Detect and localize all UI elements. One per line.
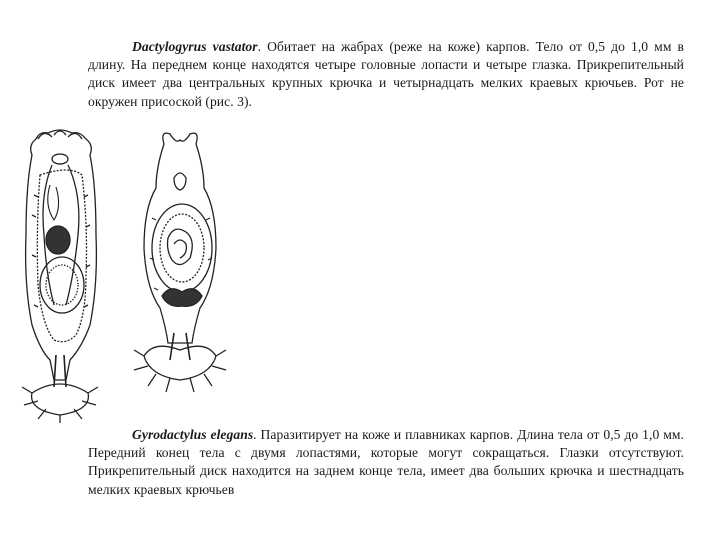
paragraph-gyrodactylus [88, 426, 684, 499]
paragraph-gyrodactylus-text: . Паразитирует на коже и плавниках карпов. Длина тела от 0,5 до 1,0 мм. Передний конец тела с двумя лопастями, которые могут сокращаться. Глазки отсутствуют. Прикрепительный диск находится на заднем конце тела, имеет два больших крючка и шестнадцать мелких краевых крючьев [88, 427, 684, 497]
paragraph-dactylogyrus [88, 38, 684, 111]
species-name-gyrodactylus: Gyrodactylus elegans [132, 427, 254, 442]
gyrodactylus-illustration [130, 128, 230, 398]
paragraph-dactylogyrus-text: . Обитает на жабрах (реже на коже) карпов. Тело от 0,5 до 1,0 мм в длину. На переднем конце находятся четыре головные лопасти и четыре глазка. Прикрепительный диск имеет два центральных крупных крючка и четырнадцать мелких краевых крючьев. Рот не окружен присоской (рис. 3). [88, 39, 684, 109]
dactylogyrus-illustration [10, 125, 110, 425]
species-name-dactylogyrus: Dactylogyrus vastator [132, 39, 258, 54]
